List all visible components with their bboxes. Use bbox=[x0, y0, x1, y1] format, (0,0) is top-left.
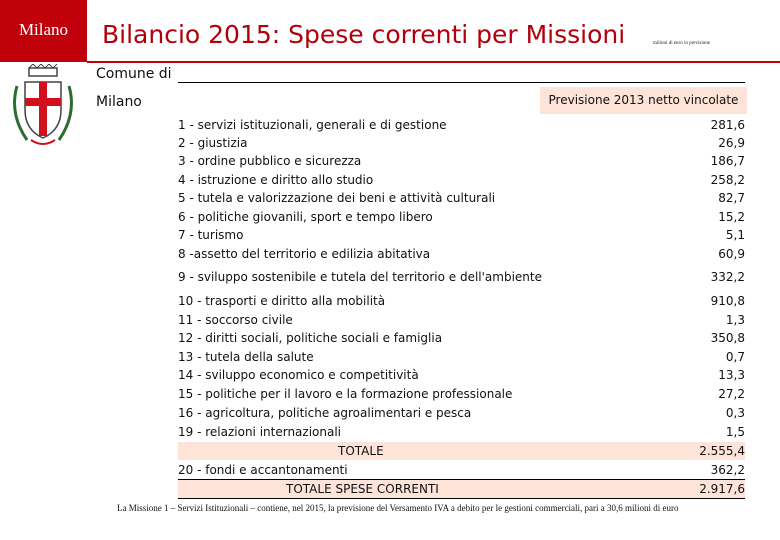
table-row bbox=[178, 385, 745, 403]
mission-value: 26,9 bbox=[718, 136, 745, 150]
mission-value: 13,3 bbox=[718, 368, 745, 382]
mission-value: 350,8 bbox=[710, 331, 745, 345]
table-row bbox=[178, 245, 745, 263]
table-row bbox=[178, 116, 745, 134]
mission-value: 27,2 bbox=[718, 387, 745, 401]
mission-label: 19 - relazioni internazionali bbox=[178, 425, 342, 439]
mission-label: 12 - diritti sociali, politiche sociali e famiglia bbox=[178, 331, 443, 345]
table-row bbox=[178, 171, 745, 189]
mission-value: 910,8 bbox=[710, 294, 745, 308]
totale-spese-row-value: 2.917,6 bbox=[699, 482, 745, 496]
mission-label: 2 - giustizia bbox=[178, 136, 248, 150]
table-row bbox=[178, 226, 745, 244]
mission-value: 60,9 bbox=[718, 247, 745, 261]
mission-label: 9 - sviluppo sostenibile e tutela del territorio e dell'ambiente bbox=[178, 270, 542, 284]
mission-label: 13 - tutela della salute bbox=[178, 350, 314, 364]
mission-value: 0,7 bbox=[725, 350, 745, 364]
mission-label: 1 - servizi istituzionali, generali e di gestione bbox=[178, 118, 447, 132]
table-row bbox=[178, 404, 745, 422]
mission-value: 82,7 bbox=[718, 191, 745, 205]
table-row bbox=[178, 208, 745, 226]
mission-value: 186,7 bbox=[710, 154, 745, 168]
mission-value: 258,2 bbox=[710, 173, 745, 187]
mission-label: 14 - sviluppo economico e competitività bbox=[178, 368, 419, 382]
table-row bbox=[178, 292, 745, 310]
mission-value: 332,2 bbox=[710, 270, 745, 284]
comune-label: Comune di bbox=[96, 66, 172, 82]
totale-spese-row bbox=[178, 479, 745, 499]
mission-label: 16 - agricoltura, politiche agroalimentari e pesca bbox=[178, 406, 472, 420]
mission-value: 1,3 bbox=[725, 313, 745, 327]
mission-value: 5,1 bbox=[725, 228, 745, 242]
totale-row-value: 2.555,4 bbox=[699, 444, 745, 458]
brand-label: Milano bbox=[18, 20, 69, 39]
mission-label: 15 - politiche per il lavoro e la formazione professionale bbox=[178, 387, 513, 401]
fondi-row-value: 362,2 bbox=[710, 463, 745, 477]
totale-spese-row-label: TOTALE SPESE CORRENTI bbox=[286, 482, 439, 496]
mission-label: 11 - soccorso civile bbox=[178, 313, 293, 327]
table-row bbox=[178, 348, 745, 366]
mission-label: 8 -assetto del territorio e edilizia abitativa bbox=[178, 247, 431, 261]
table-top-rule bbox=[178, 82, 745, 83]
mission-label: 3 - ordine pubblico e sicurezza bbox=[178, 154, 362, 168]
mission-value: 281,6 bbox=[710, 118, 745, 132]
coat-of-arms-icon bbox=[5, 64, 81, 150]
mission-value: 0,3 bbox=[725, 406, 745, 420]
table-row bbox=[178, 268, 745, 286]
table-row bbox=[178, 134, 745, 152]
fondi-row-label: 20 - fondi e accantonamenti bbox=[178, 463, 348, 477]
column-header: Previsione 2013 netto vincolate bbox=[540, 87, 747, 114]
mission-label: 10 - trasporti e diritto alla mobilità bbox=[178, 294, 386, 308]
mission-label: 4 - istruzione e diritto allo studio bbox=[178, 173, 374, 187]
table-row bbox=[178, 189, 745, 207]
totale-row-label: TOTALE bbox=[338, 444, 384, 458]
fondi-row bbox=[178, 461, 745, 479]
table-row bbox=[178, 152, 745, 170]
mission-value: 1,5 bbox=[725, 425, 745, 439]
header-divider bbox=[87, 61, 780, 63]
page-title: Bilancio 2015: Spese correnti per Missioni bbox=[102, 20, 626, 49]
mission-label: 6 - politiche giovanili, sport e tempo libero bbox=[178, 210, 433, 224]
unit-caption: milioni di euro in previsione bbox=[653, 41, 710, 46]
table-row bbox=[178, 423, 745, 441]
table-row bbox=[178, 329, 745, 347]
comune-name: Milano bbox=[96, 94, 142, 110]
footnote: La Missione 1 – Servizi Istituzionali – contiene, nel 2015, la previsione del Versamento IVA a debito per le gestioni commerciali, pari a 30,6 milioni di euro bbox=[117, 503, 679, 513]
mission-value: 15,2 bbox=[718, 210, 745, 224]
mission-label: 5 - tutela e valorizzazione dei beni e attività culturali bbox=[178, 191, 496, 205]
mission-label: 7 - turismo bbox=[178, 228, 244, 242]
totale-row bbox=[178, 442, 745, 460]
table-row bbox=[178, 311, 745, 329]
table-row bbox=[178, 366, 745, 384]
